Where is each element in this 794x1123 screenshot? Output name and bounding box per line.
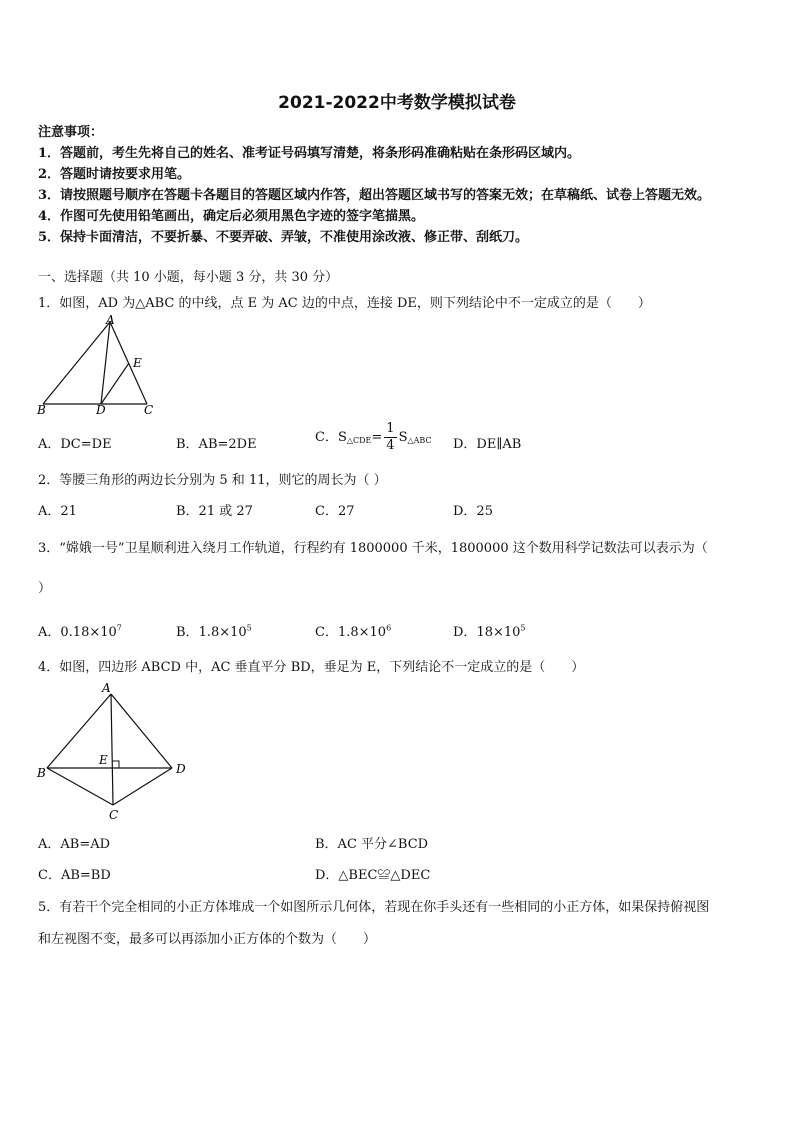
q1-option-b: B．AB=2DE [176,437,257,452]
notice-item-3: 3．请按照题号顺序在答题卡各题目的答题区域内作答，超出答题区域书写的答案无效；在草稿纸、试卷上答题无效。 [38,188,711,203]
q5-stem-line1: 5．有若干个完全相同的小正方体堆成一个如图所示几何体，若现在你手头还有一些相同的小正方体，如果保持俯视图 [38,900,710,915]
q1-option-c-denominator: 4 [386,438,395,453]
section-heading: 一、选择题（共 10 小题，每小题 3 分，共 30 分） [38,270,339,285]
q3-option-a-base: 0.18×10 [60,625,117,640]
q3-option-c-label: C． [315,625,338,640]
q1-option-a: A．DC=DE [38,437,112,452]
q3-option-b-label: B． [176,625,199,640]
notice-item-1: 1．答题前，考生先将自己的姓名、准考证号码填写清楚，将条形码准确粘贴在条形码区域内。 [38,146,581,161]
notice-heading: 注意事项： [38,125,104,140]
q3-option-a-label: A． [38,625,61,640]
q4-option-a: A．AB=AD [38,837,111,852]
q4-option-d: D．△BEC≌△DEC [315,868,431,883]
notice-item-2: 2．答题时请按要求用笔。 [38,167,191,182]
q1-option-c-fraction [384,421,396,454]
q4-quadrilateral-figure [34,680,194,822]
q1-option-c-sub2: △ABC [407,436,432,445]
q1-label-c: C [144,403,154,417]
q1-option-c-eq: = [371,430,383,445]
q5-stem-line2: 和左视图不变，最多可以再添加小正方体的个数为（ ） [38,932,377,947]
q3-option-c-base: 1.8×10 [337,625,387,640]
q3-stem-end: ） [38,581,52,596]
q1-option-c-prefix: C．S [315,430,347,445]
q3-option-b [176,621,252,640]
q2-option-a: A．21 [38,504,77,519]
q4-label-c: C [109,808,119,822]
q1-label-b: B [37,403,46,417]
page-title: 2021-2022中考数学模拟试卷 [278,93,516,113]
q1-option-c-numerator: 1 [386,421,395,436]
q3-option-d-base: 18×10 [476,625,521,640]
q2-option-c: C．27 [315,504,355,519]
notice-item-4: 4．作图可先使用铅笔画出，确定后必须用黑色字迹的签字笔描黑。 [38,209,425,224]
q3-option-a-exp: 7 [116,623,122,633]
q4-label-b: B [37,766,46,780]
q1-triangle-figure [34,312,164,420]
q1-label-d: D [96,403,106,417]
q4-label-a: A [102,681,111,695]
q3-option-c-exp: 6 [386,623,392,633]
q3-option-d-label: D． [453,625,477,640]
q2-option-d: D．25 [453,504,493,519]
q3-option-b-base: 1.8×10 [198,625,247,640]
q1-option-c-sub1: △CDE [346,436,372,445]
q3-option-b-exp: 5 [246,623,252,633]
q2-stem: 2．等腰三角形的两边长分别为 5 和 11，则它的周长为（ ） [38,473,387,488]
q4-label-e: E [99,753,108,767]
q3-option-c [315,621,391,640]
q3-option-a [38,621,122,640]
q3-stem: 3．“嫦娥一号”卫星顺利进入绕月工作轨道，行程约有 1800000 千米，1800000 这个数用科学记数法可以表示为（ [38,541,708,556]
q1-label-a: A [106,313,115,327]
q4-option-b: B．AC 平分∠BCD [315,837,429,852]
q4-option-c: C．AB=BD [38,868,111,883]
q2-option-b: B．21 或 27 [176,504,253,519]
q1-option-c-s2: S [398,430,408,445]
notice-item-5: 5．保持卡面清洁，不要折暴、不要弄破、弄皱，不准使用涂改液、修正带、刮纸刀。 [38,230,529,245]
q1-option-c [315,421,432,454]
q4-label-d: D [176,762,186,776]
q3-option-d [453,621,526,640]
q4-stem: 4．如图，四边形 ABCD 中，AC 垂直平分 BD，垂足为 E，下列结论不一定成立的是（ ） [38,660,585,675]
q1-label-e: E [133,356,142,370]
q1-stem: 1．如图，AD 为△ABC 的中线，点 E 为 AC 边的中点，连接 DE，则下列结论中不一定成立的是（ ） [38,296,651,311]
q3-option-d-exp: 5 [520,623,526,633]
q1-option-d: D．DE∥AB [453,437,522,452]
